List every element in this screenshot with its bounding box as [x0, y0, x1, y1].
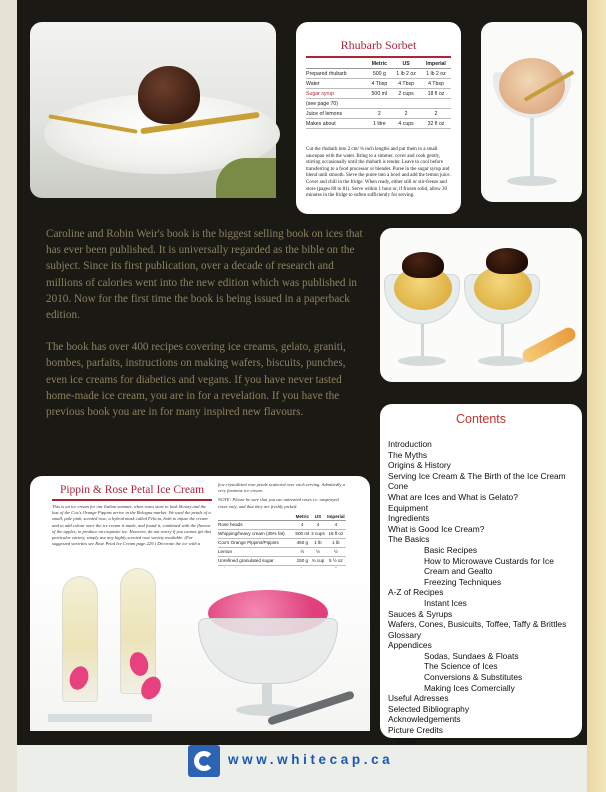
- ingredient-name: Juice of lemons: [306, 109, 367, 119]
- contents-item: Basic Recipes: [424, 544, 478, 555]
- contents-item: Acknowledgements: [388, 714, 461, 725]
- ingredient-imperial: 4: [326, 520, 346, 529]
- ingredient-row: [218, 556, 346, 565]
- contents-title: Contents: [455, 412, 507, 426]
- ingredient-row: [306, 99, 451, 109]
- ingredient-name: Sugar syrup: [306, 89, 367, 99]
- chocolate-scoop: [138, 66, 200, 124]
- ingredient-row: [218, 529, 346, 538]
- contents-item: Picture Credits: [388, 725, 443, 736]
- contents-item: Ingredients: [388, 513, 430, 524]
- ingredient-us: 4 cups: [391, 119, 421, 129]
- ingredient-metric: 1 litre: [367, 119, 391, 129]
- recipe-right-column: [218, 482, 346, 575]
- ingredient-imperial: 2: [421, 109, 451, 119]
- recipe-left-column: [52, 484, 212, 547]
- contents-item: Useful Adresses: [388, 693, 449, 704]
- table-of-contents: [380, 404, 582, 746]
- contents-item: The Myths: [388, 449, 428, 460]
- column-header: Metric: [295, 513, 310, 519]
- glass-stem: [530, 118, 534, 178]
- recipe-intro: This is an ice cream for our Italian summer, when roses start to look blowzy and the last of the Cox's Orange Pippins arrive in the Bologna market. We used the petals of a small, pale pink, scented rose, a hybrid musk called Felicia, both to infuse the cream and to add colour once the ice cream is made, and found it, combined with the flavour of the apples, to produce an exquisite ice. However, do not worry if you cannot get this particular variety, simply use any highly scented rose variety available. (For suggested varieties see Rose Petal Ice Cream page 229.) Decorate the ice with a: [52, 504, 212, 547]
- ingredient-imperial: [421, 99, 451, 109]
- glass-base: [507, 176, 557, 186]
- contents-item: Instant Ices: [424, 597, 467, 608]
- recipe-title: Pippin & Rose Petal Ice Cream: [59, 484, 205, 496]
- ingredient-name: Prepared rhubarb: [306, 69, 367, 79]
- ingredients-table: [306, 60, 451, 129]
- ingredient-metric: 2: [367, 109, 391, 119]
- contents-item: How to Microwave Custards for Ice Cream and Gealto: [424, 555, 554, 577]
- ingredient-us: ½: [310, 547, 326, 556]
- ingredient-us: 4: [310, 520, 326, 529]
- ingredient-row: [218, 520, 346, 529]
- contents-item: Conversions & Substitutes: [424, 672, 523, 683]
- ingredient-us: 2 cups: [391, 89, 421, 99]
- page-edge-right: [587, 0, 606, 792]
- ingredient-metric: [367, 99, 391, 109]
- contents-item: Freezing Techniques: [424, 576, 502, 587]
- ingredient-us: [391, 99, 421, 109]
- glass-dish: [198, 618, 338, 684]
- ingredient-us: 1 lb: [310, 538, 326, 547]
- contents-item: Wafers, Cones, Busicuits, Toffee, Taffy & Brittles: [388, 619, 567, 630]
- website-url[interactable]: www.whitecap.ca: [228, 752, 394, 767]
- contents-item: A-Z of Recipes: [388, 587, 444, 598]
- ingredient-us: 2 cups: [311, 531, 325, 537]
- contents-item: Serving Ice Cream & The Birth of the Ice Cream Cone: [388, 470, 566, 492]
- contents-item: Glossary: [388, 629, 422, 640]
- chocolate-topped-ice-cream-photo: [380, 228, 582, 382]
- column-header: US: [391, 60, 421, 69]
- column-header: Imperial: [421, 60, 451, 69]
- contents-item: The Science of Ices: [424, 661, 498, 672]
- ingredient-metric: 500 ml: [367, 89, 391, 99]
- description-paragraph-2: The book has over 400 recipes covering ice creams, gelato, graniti, bombes, parfaits, instructions on making wafers, biscuits, punches, even ice creams for diabetics and vegans. If you have never tasted home-made ice cream, you are in for a revelation. If you have the previous book you are in for many inspired new flavours.: [46, 341, 346, 419]
- column-header: US: [310, 513, 326, 521]
- cone-stand: [48, 714, 152, 722]
- glass-stem-right: [501, 324, 504, 360]
- ingredient-imperial: 1 lb: [326, 538, 346, 547]
- column-header: [218, 513, 294, 521]
- ingredient-imperial: 18 fl oz: [326, 529, 346, 538]
- ingredient-metric: 500 ml: [295, 531, 310, 537]
- ingredient-name: (see page 70): [306, 99, 367, 109]
- page-edge-left: [0, 0, 17, 792]
- title-rule: [306, 56, 451, 58]
- ingredient-row: [218, 547, 346, 556]
- ingredient-metric: 4 Tbsp: [367, 79, 391, 89]
- ingredient-imperial: 5 ½ oz: [326, 556, 346, 565]
- contents-list: [388, 439, 574, 746]
- sorbet-scoop: [499, 58, 565, 114]
- title-rule: [52, 499, 212, 501]
- pippin-rose-petal-recipe-card: [30, 476, 370, 731]
- recipe-intro-continued: few crystallized rose petals scattered over each serving. Admittedly a very feminine ice cream.: [218, 482, 345, 494]
- contents-item: Index: [396, 735, 417, 746]
- ingredient-name: Whipping/heavy cream (35% fat): [218, 529, 294, 538]
- ingredient-name: Lemon: [218, 547, 294, 556]
- rose-petal-ice-cream-photo: [30, 568, 370, 731]
- dish-stem: [262, 684, 272, 706]
- ingredient-name: Rose heads: [218, 520, 294, 529]
- ingredient-metric: 500 g: [367, 69, 391, 79]
- ingredient-metric: 450 g: [294, 538, 310, 547]
- rhubarb-sorbet-glass-photo: [481, 22, 582, 202]
- contents-item: Making Ices Comercially: [424, 682, 515, 693]
- book-description: [46, 226, 368, 420]
- ingredient-us: 1 lb 2 oz: [391, 69, 421, 79]
- ingredient-name: Water: [306, 79, 367, 89]
- chocolate-ice-cream-photo: [30, 22, 276, 198]
- ingredient-imperial: ½: [326, 547, 346, 556]
- contents-item: Introduction: [388, 439, 432, 449]
- ingredient-us: ¾ cup: [311, 558, 325, 564]
- contents-item: Sodas, Sundaes & Floats: [424, 650, 519, 661]
- contents-item: The Basics: [388, 534, 430, 545]
- ingredient-metric: 4: [294, 520, 310, 529]
- contents-item: Origins & History: [388, 460, 451, 471]
- ingredient-row: [218, 538, 346, 547]
- recipe-note: NOTE: Please be sure that you use untreated roses i.e. unsprayed roses only, and that they are freshly picked.: [218, 497, 339, 509]
- recipe-method: Cut the rhubarb into 2 cm/ ¾ inch lengths and put them in a small saucepan with the water. Bring to a simmer, cover and cook gently, stirring occasionally until the rhubarb is tender. Leave to cool before transferring to a food processor or blender. Puree in the sugar syrup and blend until smooth. Sieve the puree into a bowl and add the lemon juice. Cover and chill in the fridge. When ready, either still or stir-freeze and store (pages 80 to 81). Serve within 1 hour or, if frozen solid, allow 30 minutes in the fridge to soften sufficiently for serving.: [306, 147, 451, 199]
- ingredient-row: [306, 89, 451, 99]
- contents-item: Appendices: [388, 640, 432, 651]
- rolled-wafer: [520, 325, 578, 365]
- contents-item: Selected Bibliography: [388, 703, 470, 714]
- contents-item: Equipment: [388, 502, 429, 513]
- ingredient-imperial: 4 Tbsp: [421, 79, 451, 89]
- contents-item: What are Ices and What is Gelato?: [388, 491, 518, 502]
- ingredient-row: [306, 109, 451, 119]
- chocolate-topping-right: [486, 248, 528, 274]
- ingredient-imperial: 32 fl oz: [421, 119, 451, 129]
- ingredient-row: [306, 79, 451, 89]
- ingredient-name: Unrefined granulated sugar: [218, 556, 294, 565]
- ingredient-name: Cox's Orange Pippins/Pippins: [218, 538, 294, 547]
- ingredient-imperial: 1 lb 2 oz: [421, 69, 451, 79]
- ingredient-metric: 150 g: [294, 556, 310, 565]
- column-header: [306, 60, 367, 69]
- ingredient-name: Makes about: [306, 119, 367, 129]
- column-header: Metric: [367, 60, 391, 69]
- contents-item: What is Good Ice Cream?: [388, 523, 485, 534]
- whitecap-c-logo-icon: [188, 745, 220, 777]
- glass-stem-left: [421, 324, 424, 360]
- ingredient-row: [306, 69, 451, 79]
- ingredient-us: 2: [391, 109, 421, 119]
- chocolate-topping-left: [402, 252, 444, 278]
- glass-base-left: [398, 356, 446, 366]
- ingredient-metric: ½: [294, 547, 310, 556]
- ingredient-imperial: 18 fl oz: [421, 89, 451, 99]
- recipe-title: Rhubarb Sorbet: [340, 38, 417, 52]
- column-header: Imperial: [327, 513, 345, 519]
- logo-c-mark: [194, 751, 214, 771]
- ingredients-table: [218, 513, 346, 575]
- rhubarb-sorbet-recipe-card: [296, 22, 461, 214]
- contents-item: Sauces & Syrups: [388, 608, 453, 619]
- glass-base-right: [478, 356, 526, 366]
- ingredient-row: [306, 119, 451, 129]
- description-paragraph-1: Caroline and Robin Weir's book is the biggest selling book on ices that has ever been published. It is universally regarded as the bible on the subject. Since its first publication, over a decade of research and millions of calories went into the new edition which was published in 2010. Now for the first time the book is being issued in a paperback edition.: [46, 228, 363, 322]
- ingredient-us: 4 Tbsp: [391, 79, 421, 89]
